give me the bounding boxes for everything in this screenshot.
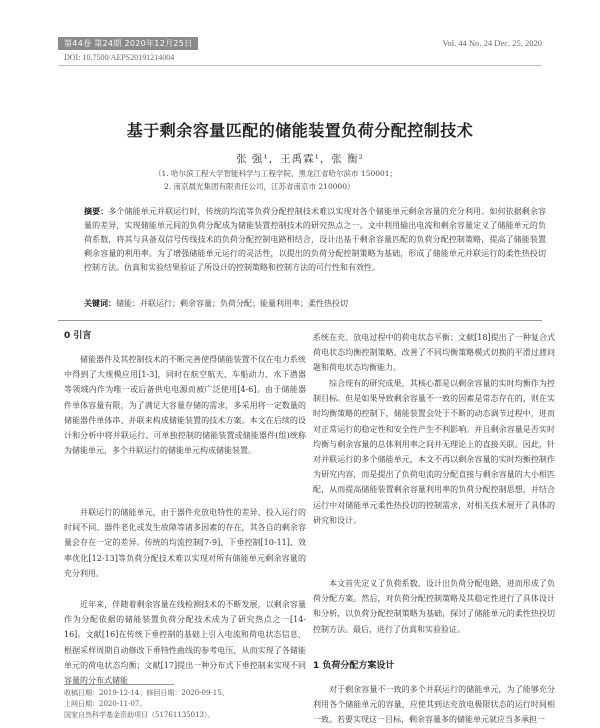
body-paragraph: 系统在充、放电过程中的荷电状态平衡；文献[18]提出了一种复合式荷电状态均衡控制策略，改善了不同均衡策略模式切换的平滑过渡问题和荷电状态均衡能力。	[313, 333, 555, 373]
footnote-received: 收稿日期：2019-12-14；修回日期：2020-09-15。	[64, 689, 229, 697]
journal-volume-label: Vol. 44 No. 24 Dec. 25, 2020	[442, 38, 542, 48]
footnote-online: 上网日期：2020-11-07。	[64, 700, 147, 708]
header-divider	[58, 65, 542, 66]
body-paragraph: 储能器件及其控制技术的不断完善使得储能装置不仅在电力系统中得到了大规模应用[1-3]，同时在航空航天、车船动力、水下潜器等领域内作为唯一或后备供电电源而被广泛使用[4-6]。由于储能器件单体容量有限，为了满足大容量存储的需求，多采用将一定数量的储能器件单体串、并联来构成储能装置的技术方案。本文在后续的设计和分析中将并联运行、可单独控制的储能装置或储能器件(组)统称为储能单元，多个并联运行的储能单元构成储能装置。	[64, 355, 306, 456]
doi-label[interactable]: DOI: 10.7500/AEPS20191214004	[64, 53, 175, 62]
affiliation-1: （1. 哈尔滨工程大学智能科学与工程学院，黑龙江省哈尔滨市 150001；	[154, 169, 398, 178]
abstract	[84, 205, 546, 275]
affiliation-2: 2. 南京晨光集团有限责任公司，江苏省南京市 210000）	[164, 182, 355, 191]
section-heading-1: 1 负荷分配方案设计	[313, 661, 395, 671]
abstract-label: 摘要：	[84, 207, 109, 216]
section-heading-introduction: 0 引言	[64, 331, 92, 341]
body-paragraph: 近年来，伴随着剩余容量在线检测技术的不断发展，以剩余容量作为分配依据的储能装置负荷分配技术成为了研究热点之一[14-16]。文献[16]在传统下垂控制的基础上引入电流和荷电状态信息，根据采样周期自动修改下垂特性曲线的参考电压，从而实现了各储能单元的荷电状态均衡；文献[17]提出一种分布式下垂控制来实现不同容量的分布式储能	[64, 600, 306, 686]
left-column	[64, 330, 306, 686]
footnote-fund: 国家自然科学基金资助项目（51761135013）。	[64, 711, 215, 719]
body-paragraph: 并联运行的储能单元，由于器件充放电特性的差异、投入运行的时间不同、器件老化或发生故障等诸多因素的存在，其各自的剩余容量会存在一定的差异。传统的均流控制[7-9]、下垂控制[10-11]、效率优化[12-13]等负荷分配技术难以实现对所有储能单元剩余容量的充分利用。	[64, 508, 306, 578]
body-paragraph: 综合现有的研究成果，其核心都是以剩余容量的实时均衡作为控制目标。但是如果导致剩余容量不一致的因素是常态存在的，则在实时均衡策略的控制下，储能装置会处于不断的动态调节过程中，进而对正常运行的稳定性和安全性产生不利影响。并且剩余容量是否实时均衡与剩余容量的总体利用率之间并无理论上的直接关联。因此，针对并联运行的多个储能单元，本文不再以剩余容量的实时均衡控制作为研究内容，而是提出了负荷电流的分配直接与剩余容量的大小相匹配，从而提高储能装置剩余容量利用率的负荷分配控制思想，并结合运行中对储能单元柔性热投切的控制需求，对相关技术展开了具体的研究和设计。	[313, 379, 555, 525]
footnote-divider	[64, 684, 174, 685]
body-paragraph: 对于剩余容量不一致的多个并联运行的储能单元，为了能够充分利用各个储能单元的容量，应使其到达充放电极限状态的运行时间相一致。若要实现这一目标，剩余容量多的储能单元就应当多承担一	[313, 685, 555, 725]
author-list: 张 强¹，王禹霖¹，张 衡²	[236, 153, 364, 165]
body-paragraph: 本文首先定义了负荷系数，设计出负荷分配电路，进而形成了负荷分配方案。然后，对负荷分配控制策略及其稳定性进行了具体设计和分析，以负荷分配控制策略为基础，探讨了储能单元的柔性热投切控制方法。最后，进行了仿真和实验验证。	[313, 579, 555, 634]
footnotes	[64, 688, 229, 721]
journal-issue-badge: 第44卷 第24期 2020年12月25日	[58, 37, 198, 50]
keywords-text: 储能；并联运行；剩余容量；负荷分配；能量利用率；柔性热投切	[116, 299, 348, 308]
abstract-text: 多个储能单元并联运行时，传统的均流等负荷分配控制技术难以实现对各个储能单元剩余容量的充分利用。如何依据剩余容量的差异，实现储能单元间的负荷分配成为储能装置控制技术的研究热点之一。文中利用输出电流和剩余容量定义了储能单元的负荷系数，将其与具备双信号传线技术的负荷分配控制电路相结合，设计出基于剩余容量匹配的负荷分配控制策略，提高了储能装置剩余容量的利用率。为了增强储能单元运行的灵活性，以提出的负荷分配控制策略为基础，形成了储能单元并联运行的柔性热投切控制方法。仿真和实验结果验证了所设计的控制策略和控制方法的可行性和有效性。	[84, 207, 547, 272]
paper-title: 基于剩余容量匹配的储能装置负荷分配控制技术	[126, 121, 474, 140]
right-column	[313, 330, 555, 728]
keywords	[84, 298, 546, 310]
abstract-divider	[58, 320, 542, 321]
keywords-label: 关键词：	[84, 299, 116, 308]
